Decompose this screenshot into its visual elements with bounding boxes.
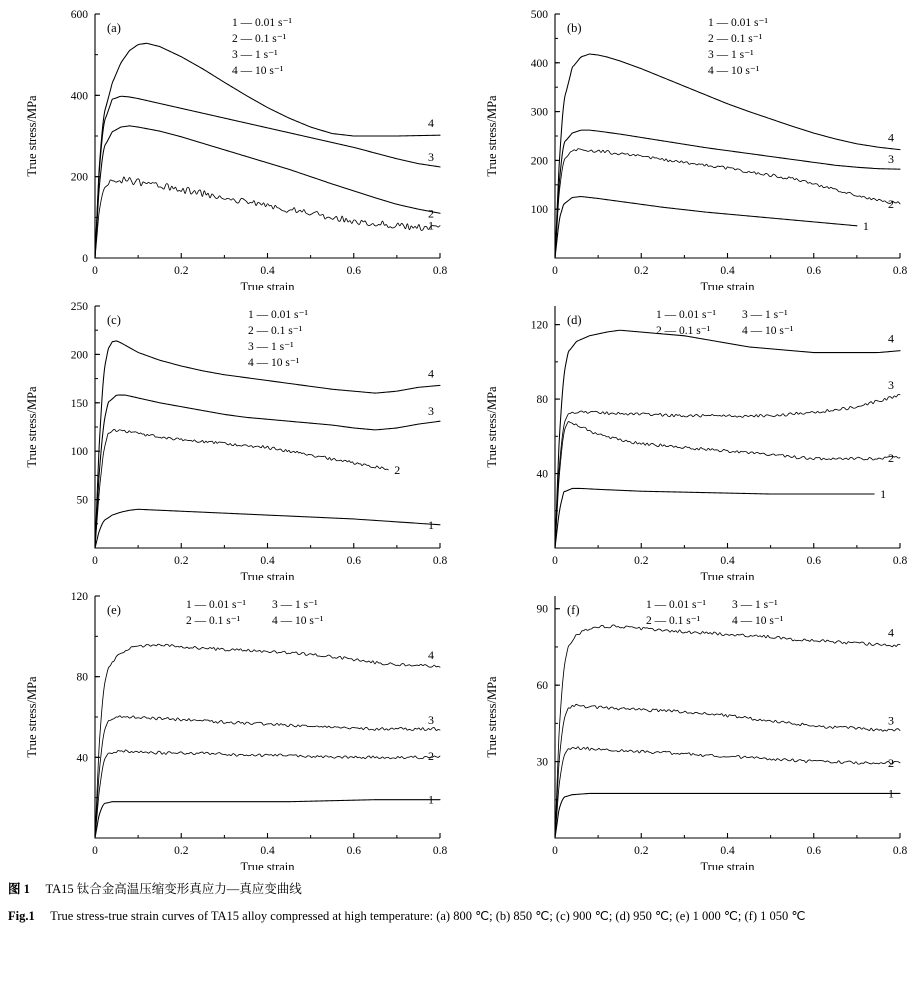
panel-label: (f) [567, 603, 580, 617]
data-curve [555, 54, 900, 258]
x-tick-label: 0.4 [260, 555, 275, 567]
chart-panel-b [460, 0, 920, 290]
curve-label: 4 [428, 366, 434, 381]
y-tick-label: 400 [530, 57, 548, 70]
x-tick-label: 0.6 [346, 265, 361, 277]
curve-label: 3 [428, 404, 434, 419]
x-tick-label: 0.6 [346, 845, 361, 857]
legend-entry: 4 — 10 s⁻¹ [248, 357, 300, 369]
caption-english [8, 907, 912, 926]
curve-label: 4 [888, 331, 894, 346]
legend-entry: 2 — 0.1 s⁻¹ [646, 615, 701, 627]
data-curve [555, 488, 874, 548]
data-curve [555, 149, 900, 258]
y-axis-title: True stress/MPa [485, 386, 499, 468]
caption-chinese-label: 图 1 [8, 882, 30, 896]
curve-label: 3 [428, 713, 434, 728]
y-tick-label: 0 [82, 253, 88, 265]
x-tick-label: 0.4 [720, 555, 735, 567]
x-axis-title: True strain [700, 860, 755, 870]
x-tick-label: 0.2 [634, 845, 649, 857]
y-tick-label: 100 [530, 204, 548, 217]
curve-label: 1 [428, 218, 434, 233]
legend-entry: 1 — 0.01 s⁻¹ [248, 309, 308, 321]
y-tick-label: 40 [76, 752, 88, 765]
legend-entry: 3 — 1 s⁻¹ [272, 599, 318, 611]
chart-panel-a [0, 0, 460, 290]
legend-entry: 3 — 1 s⁻¹ [708, 49, 754, 61]
x-tick-label: 0.4 [260, 845, 275, 857]
legend-entry: 3 — 1 s⁻¹ [732, 599, 778, 611]
x-tick-label: 0.8 [432, 555, 448, 567]
y-tick-label: 40 [536, 468, 548, 481]
curve-label: 2 [888, 755, 894, 770]
data-curve [95, 509, 440, 548]
data-curve [555, 793, 900, 838]
legend-entry: 3 — 1 s⁻¹ [248, 341, 294, 353]
x-tick-label: 0.4 [720, 265, 735, 277]
curve-label: 4 [428, 116, 434, 131]
legend-entry: 1 — 0.01 s⁻¹ [656, 309, 716, 321]
y-tick-label: 400 [70, 90, 88, 103]
y-tick-label: 250 [70, 301, 88, 313]
x-axis-title: True strain [700, 570, 755, 580]
legend-entry: 1 — 0.01 s⁻¹ [708, 17, 768, 29]
curve-label: 3 [428, 149, 434, 164]
panel-label: (c) [107, 313, 121, 327]
x-tick-label: 0.2 [174, 555, 189, 567]
legend-entry: 4 — 10 s⁻¹ [708, 65, 760, 77]
curve-label: 1 [428, 517, 434, 532]
x-axis-title: True strain [700, 280, 755, 290]
legend-entry: 4 — 10 s⁻¹ [732, 615, 784, 627]
legend-entry: 4 — 10 s⁻¹ [272, 615, 324, 627]
legend-entry: 3 — 1 s⁻¹ [742, 309, 788, 321]
y-axis-title: True stress/MPa [25, 95, 39, 177]
curve-label: 1 [888, 786, 894, 801]
x-tick-label: 0 [92, 845, 98, 857]
legend-entry: 2 — 0.1 s⁻¹ [656, 325, 711, 337]
x-tick-label: 0.6 [806, 845, 821, 857]
curve-label: 2 [394, 462, 401, 477]
x-tick-label: 0.8 [432, 265, 448, 277]
y-tick-label: 80 [76, 671, 88, 684]
y-tick-label: 150 [70, 397, 88, 410]
y-axis-title: True stress/MPa [25, 386, 39, 468]
y-tick-label: 30 [536, 756, 548, 769]
y-tick-label: 50 [76, 494, 88, 507]
y-tick-label: 600 [70, 9, 88, 21]
caption-english-label: Fig.1 [8, 909, 35, 924]
chart-panel-d [460, 290, 920, 580]
x-axis-title: True strain [240, 280, 295, 290]
legend-entry: 1 — 0.01 s⁻¹ [232, 17, 292, 29]
x-axis-title: True strain [240, 570, 295, 580]
x-tick-label: 0.8 [432, 845, 448, 857]
x-tick-label: 0.2 [174, 265, 189, 277]
y-tick-label: 200 [70, 171, 88, 184]
caption-english-text: True stress-true strain curves of TA15 alloy compressed at high temperature: (a) 800 ℃; (b) 850 ℃; (c) 900 ℃; (d) 950 ℃; (e) 1 000 ℃; (f) 1 050 ℃ [50, 909, 806, 924]
y-axis-title: True stress/MPa [485, 676, 499, 758]
curve-label: 4 [888, 130, 894, 145]
curve-label: 1 [862, 218, 869, 233]
y-axis-title: True stress/MPa [485, 95, 499, 177]
x-tick-label: 0.6 [806, 555, 821, 567]
x-tick-label: 0.2 [634, 555, 649, 567]
data-curve [95, 395, 440, 548]
data-curve [95, 750, 440, 838]
curve-label: 4 [428, 648, 434, 663]
y-tick-label: 120 [530, 319, 548, 332]
x-tick-label: 0 [552, 555, 558, 567]
legend-entry: 2 — 0.1 s⁻¹ [186, 615, 241, 627]
y-tick-label: 200 [70, 349, 88, 362]
data-curve [95, 800, 440, 838]
data-curve [555, 422, 900, 548]
panel-label: (d) [567, 313, 582, 327]
data-curve [95, 96, 440, 258]
y-axis-title: True stress/MPa [25, 676, 39, 758]
data-curve [555, 197, 857, 258]
y-tick-label: 80 [536, 394, 548, 407]
curve-label: 1 [428, 792, 434, 807]
data-curve [95, 429, 388, 548]
legend-entry: 1 — 0.01 s⁻¹ [646, 599, 706, 611]
curve-label: 1 [880, 487, 887, 502]
chart-panel-f [460, 580, 920, 870]
x-tick-label: 0 [552, 845, 558, 857]
data-curve [95, 177, 440, 258]
chart-panel-c [0, 290, 460, 580]
data-curve [555, 395, 900, 548]
x-tick-label: 0.6 [346, 555, 361, 567]
y-tick-label: 500 [530, 9, 548, 21]
legend-entry: 3 — 1 s⁻¹ [232, 49, 278, 61]
x-tick-label: 0 [552, 265, 558, 277]
legend-entry: 4 — 10 s⁻¹ [742, 325, 794, 337]
x-tick-label: 0.2 [634, 265, 649, 277]
legend-entry: 1 — 0.01 s⁻¹ [186, 599, 246, 611]
curve-label: 3 [888, 377, 894, 392]
caption-chinese [8, 880, 912, 899]
curve-label: 3 [888, 713, 894, 728]
x-tick-label: 0.4 [260, 265, 275, 277]
figure-caption [8, 880, 912, 927]
legend-entry: 2 — 0.1 s⁻¹ [232, 33, 287, 45]
x-tick-label: 0.4 [720, 845, 735, 857]
y-tick-label: 120 [70, 591, 88, 603]
curve-label: 2 [428, 206, 434, 221]
legend-entry: 2 — 0.1 s⁻¹ [708, 33, 763, 45]
caption-chinese-text: TA15 钛合金高温压缩变形真应力—真应变曲线 [45, 882, 302, 896]
y-tick-label: 300 [530, 106, 548, 119]
data-curve [555, 625, 900, 838]
x-tick-label: 0.8 [892, 265, 908, 277]
data-curve [555, 704, 900, 838]
y-tick-label: 60 [536, 680, 548, 693]
panel-label: (a) [107, 21, 121, 35]
panel-label: (b) [567, 21, 582, 35]
x-tick-label: 0.2 [174, 845, 189, 857]
curve-label: 3 [888, 152, 894, 167]
legend-entry: 2 — 0.1 s⁻¹ [248, 325, 303, 337]
data-curve [555, 130, 900, 258]
data-curve [95, 716, 440, 838]
x-tick-label: 0.6 [806, 265, 821, 277]
data-curve [95, 644, 440, 838]
curve-label: 2 [888, 196, 894, 211]
data-curve [555, 330, 900, 548]
data-curve [95, 341, 440, 548]
data-curve [555, 747, 900, 838]
x-tick-label: 0 [92, 265, 98, 277]
x-axis-title: True strain [240, 860, 295, 870]
curve-label: 2 [888, 450, 894, 465]
y-tick-label: 100 [70, 446, 88, 459]
y-tick-label: 90 [536, 603, 548, 616]
x-tick-label: 0 [92, 555, 98, 567]
data-curve [95, 126, 440, 258]
x-tick-label: 0.8 [892, 845, 908, 857]
panel-label: (e) [107, 603, 121, 617]
curve-label: 4 [888, 625, 894, 640]
chart-panel-e [0, 580, 460, 870]
legend-entry: 4 — 10 s⁻¹ [232, 65, 284, 77]
y-tick-label: 200 [530, 155, 548, 168]
curve-label: 2 [428, 749, 434, 764]
x-tick-label: 0.8 [892, 555, 908, 567]
